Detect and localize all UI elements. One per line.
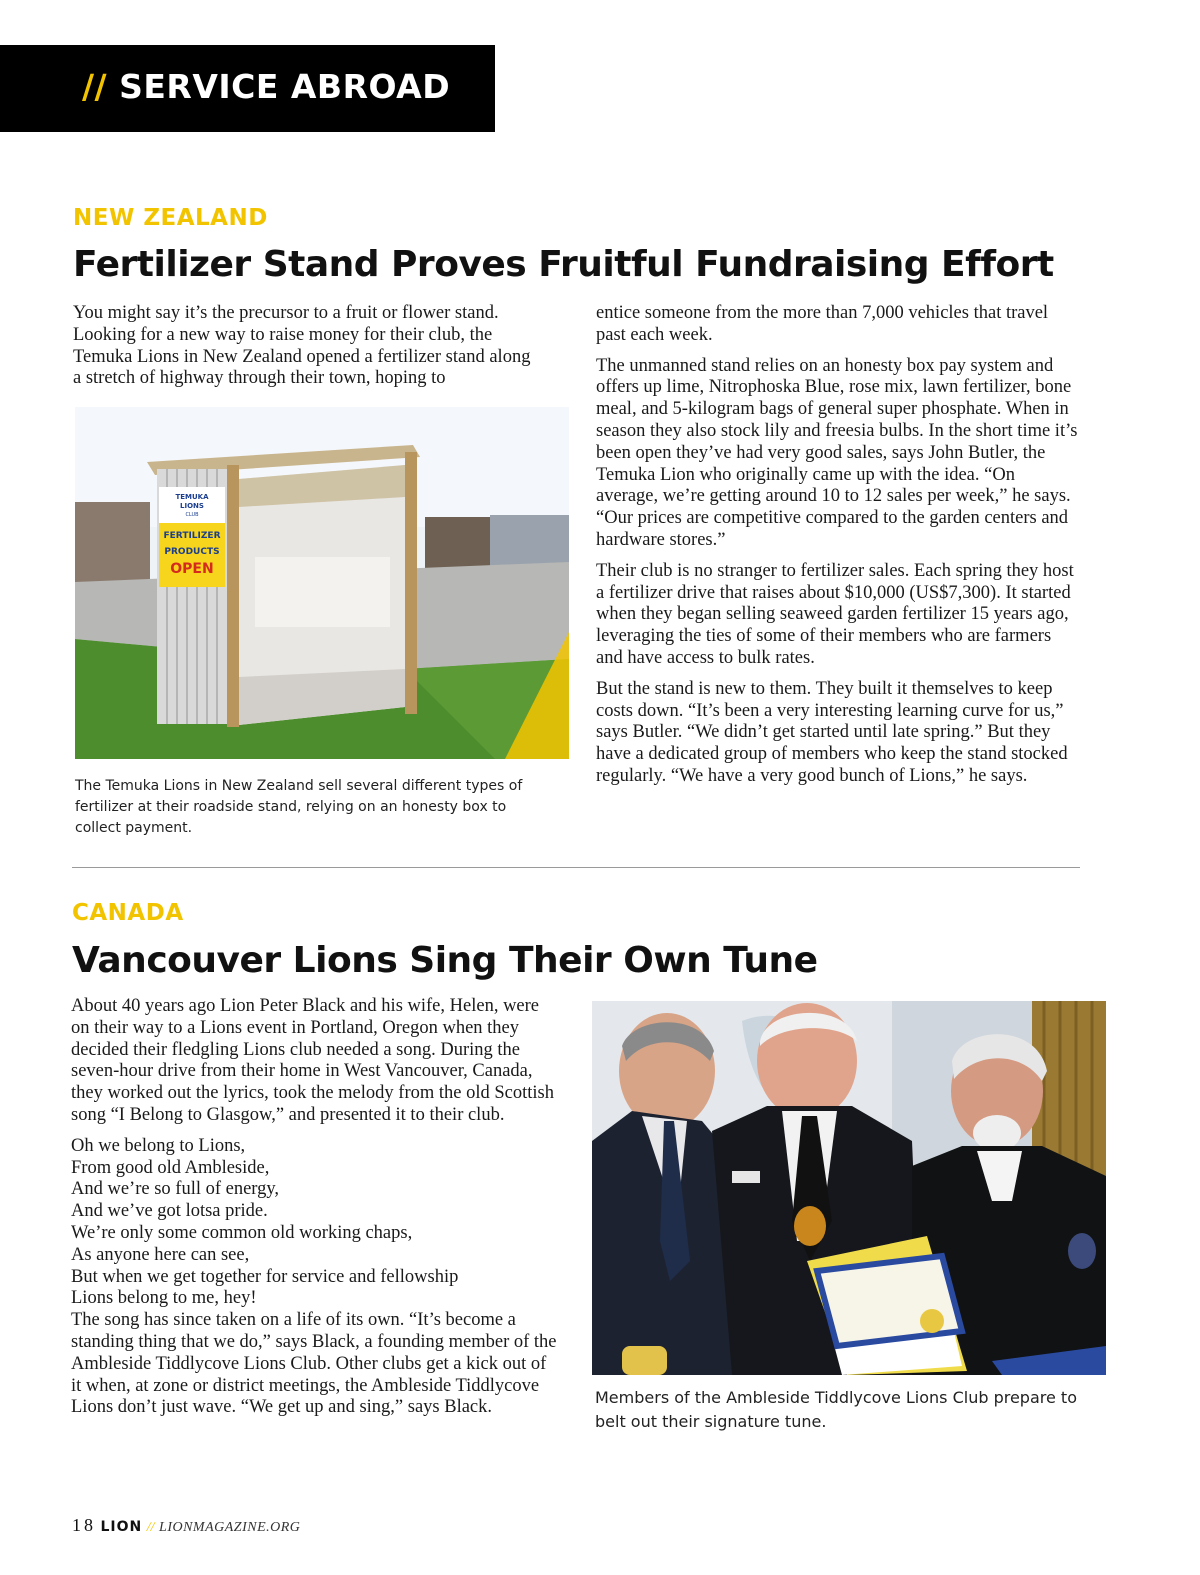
- article1-right-column: [596, 303, 1081, 797]
- article1-kicker: NEW ZEALAND: [73, 205, 268, 231]
- footer-brand: LION: [100, 1519, 143, 1535]
- sign-line3: CLUB: [185, 512, 199, 518]
- article2-kicker: CANADA: [72, 900, 184, 926]
- sign-line1: TEMUKA: [175, 493, 209, 501]
- article1-right-paragraph-4: But the stand is new to them. They built it themselves to keep costs down. “It’s been a very interesting learning curve for us,” says Butler. “We didn’t get started until late spring.” But they have a dedicated group of members who keep the stand stocked regularly. “We have a very good bunch of Lions,” he says.: [596, 678, 1068, 786]
- page-footer: [72, 1515, 300, 1536]
- article2-intro: About 40 years ago Lion Peter Black and his wife, Helen, were on their way to a Lions event in Portland, Oregon when they decided their fledgling Lions club needed a song. During the seven-hour drive from their home in West Vancouver, Canada, they worked out the lyrics, took the melody from the old Scottish song “I Belong to Glasgow,” and presented it to their club.: [71, 996, 554, 1125]
- sign-line6: OPEN: [170, 561, 214, 577]
- section-slashes: //: [82, 67, 108, 106]
- page-number: 18: [72, 1515, 96, 1535]
- fertilizer-stand-photo: [75, 407, 569, 759]
- lions-members-illustration: [592, 1001, 1106, 1375]
- section-title-text: SERVICE ABROAD: [119, 67, 451, 106]
- song-line: We’re only some common old working chaps,: [71, 1222, 413, 1243]
- article1-left-column: [73, 303, 543, 399]
- article1-caption: The Temuka Lions in New Zealand sell several different types of fertilizer at their roadside stand, relying on an honesty box to collect payment.: [75, 778, 523, 836]
- song-line: As anyone here can see,: [71, 1244, 250, 1265]
- section-banner: [0, 45, 495, 132]
- article1-headline: Fertilizer Stand Proves Fruitful Fundraising Effort: [73, 244, 1054, 285]
- song-line: Oh we belong to Lions,: [71, 1135, 246, 1156]
- song-line: From good old Ambleside,: [71, 1157, 270, 1178]
- section-title: [82, 67, 450, 106]
- song-line: And we’ve got lotsa pride.: [71, 1201, 268, 1222]
- lions-members-photo: [592, 1001, 1106, 1375]
- footer-site: LIONMAGAZINE.ORG: [159, 1520, 301, 1535]
- article2-headline: Vancouver Lions Sing Their Own Tune: [72, 940, 818, 981]
- song-lyrics: [71, 1136, 561, 1310]
- sign-line5: PRODUCTS: [164, 547, 220, 557]
- footer-separator: //: [146, 1520, 155, 1535]
- song-line: Lions belong to me, hey!: [71, 1288, 257, 1309]
- article2-caption: Members of the Ambleside Tiddlycove Lions Club prepare to belt out their signature tune.: [595, 1388, 1077, 1431]
- article2-closing: The song has since taken on a life of its own. “It’s become a standing thing that we do,” says Black, a founding member of the Ambleside Tiddlycove Lions Club. Other clubs get a kick out of it when, at zone or district meetings, the Ambleside Tiddlycove Lions don’t just wave. “We get up and sing,” says Black.: [71, 1310, 557, 1418]
- article1-right-paragraph-1: entice someone from the more than 7,000 vehicles that travel past each week.: [596, 303, 1049, 345]
- section-divider: [72, 867, 1080, 868]
- fertilizer-stand-illustration: [75, 407, 569, 759]
- article1-left-paragraph: You might say it’s the precursor to a fruit or flower stand. Looking for a new way to raise money for their club, the Temuka Lions in New Zealand opened a fertilizer stand along a stretch of highway through their town, hoping to: [73, 303, 531, 389]
- song-line: But when we get together for service and fellowship: [71, 1266, 459, 1287]
- song-line: And we’re so full of energy,: [71, 1179, 280, 1200]
- article1-right-paragraph-3: Their club is no stranger to fertilizer sales. Each spring they host a fertilizer drive that raises about $10,000 (US$7,300). It started when they began selling seaweed garden fertilizer 15 years ago, leveraging the ties of some of their members who are farmers and have access to bulk rates.: [596, 560, 1074, 668]
- article2-left-column: [71, 996, 561, 1428]
- article1-right-paragraph-2: The unmanned stand relies on an honesty box pay system and offers up lime, Nitrophoska Blue, rose mix, lawn fertilizer, bone meal, and 5-kilogram bags of general super phosphate. When in season they also stock lily and freesia bulbs. In the short time it’s been open they’ve had very good sales, says John Butler, the Temuka Lion who originally came up with the idea. “On average, we’re getting around 10 to 12 sales per week,” he says. “Our prices are competitive compared to the garden centers and hardware stores.”: [596, 355, 1078, 550]
- sign-line4: FERTILIZER: [163, 531, 221, 541]
- sign-line2: LIONS: [180, 502, 204, 510]
